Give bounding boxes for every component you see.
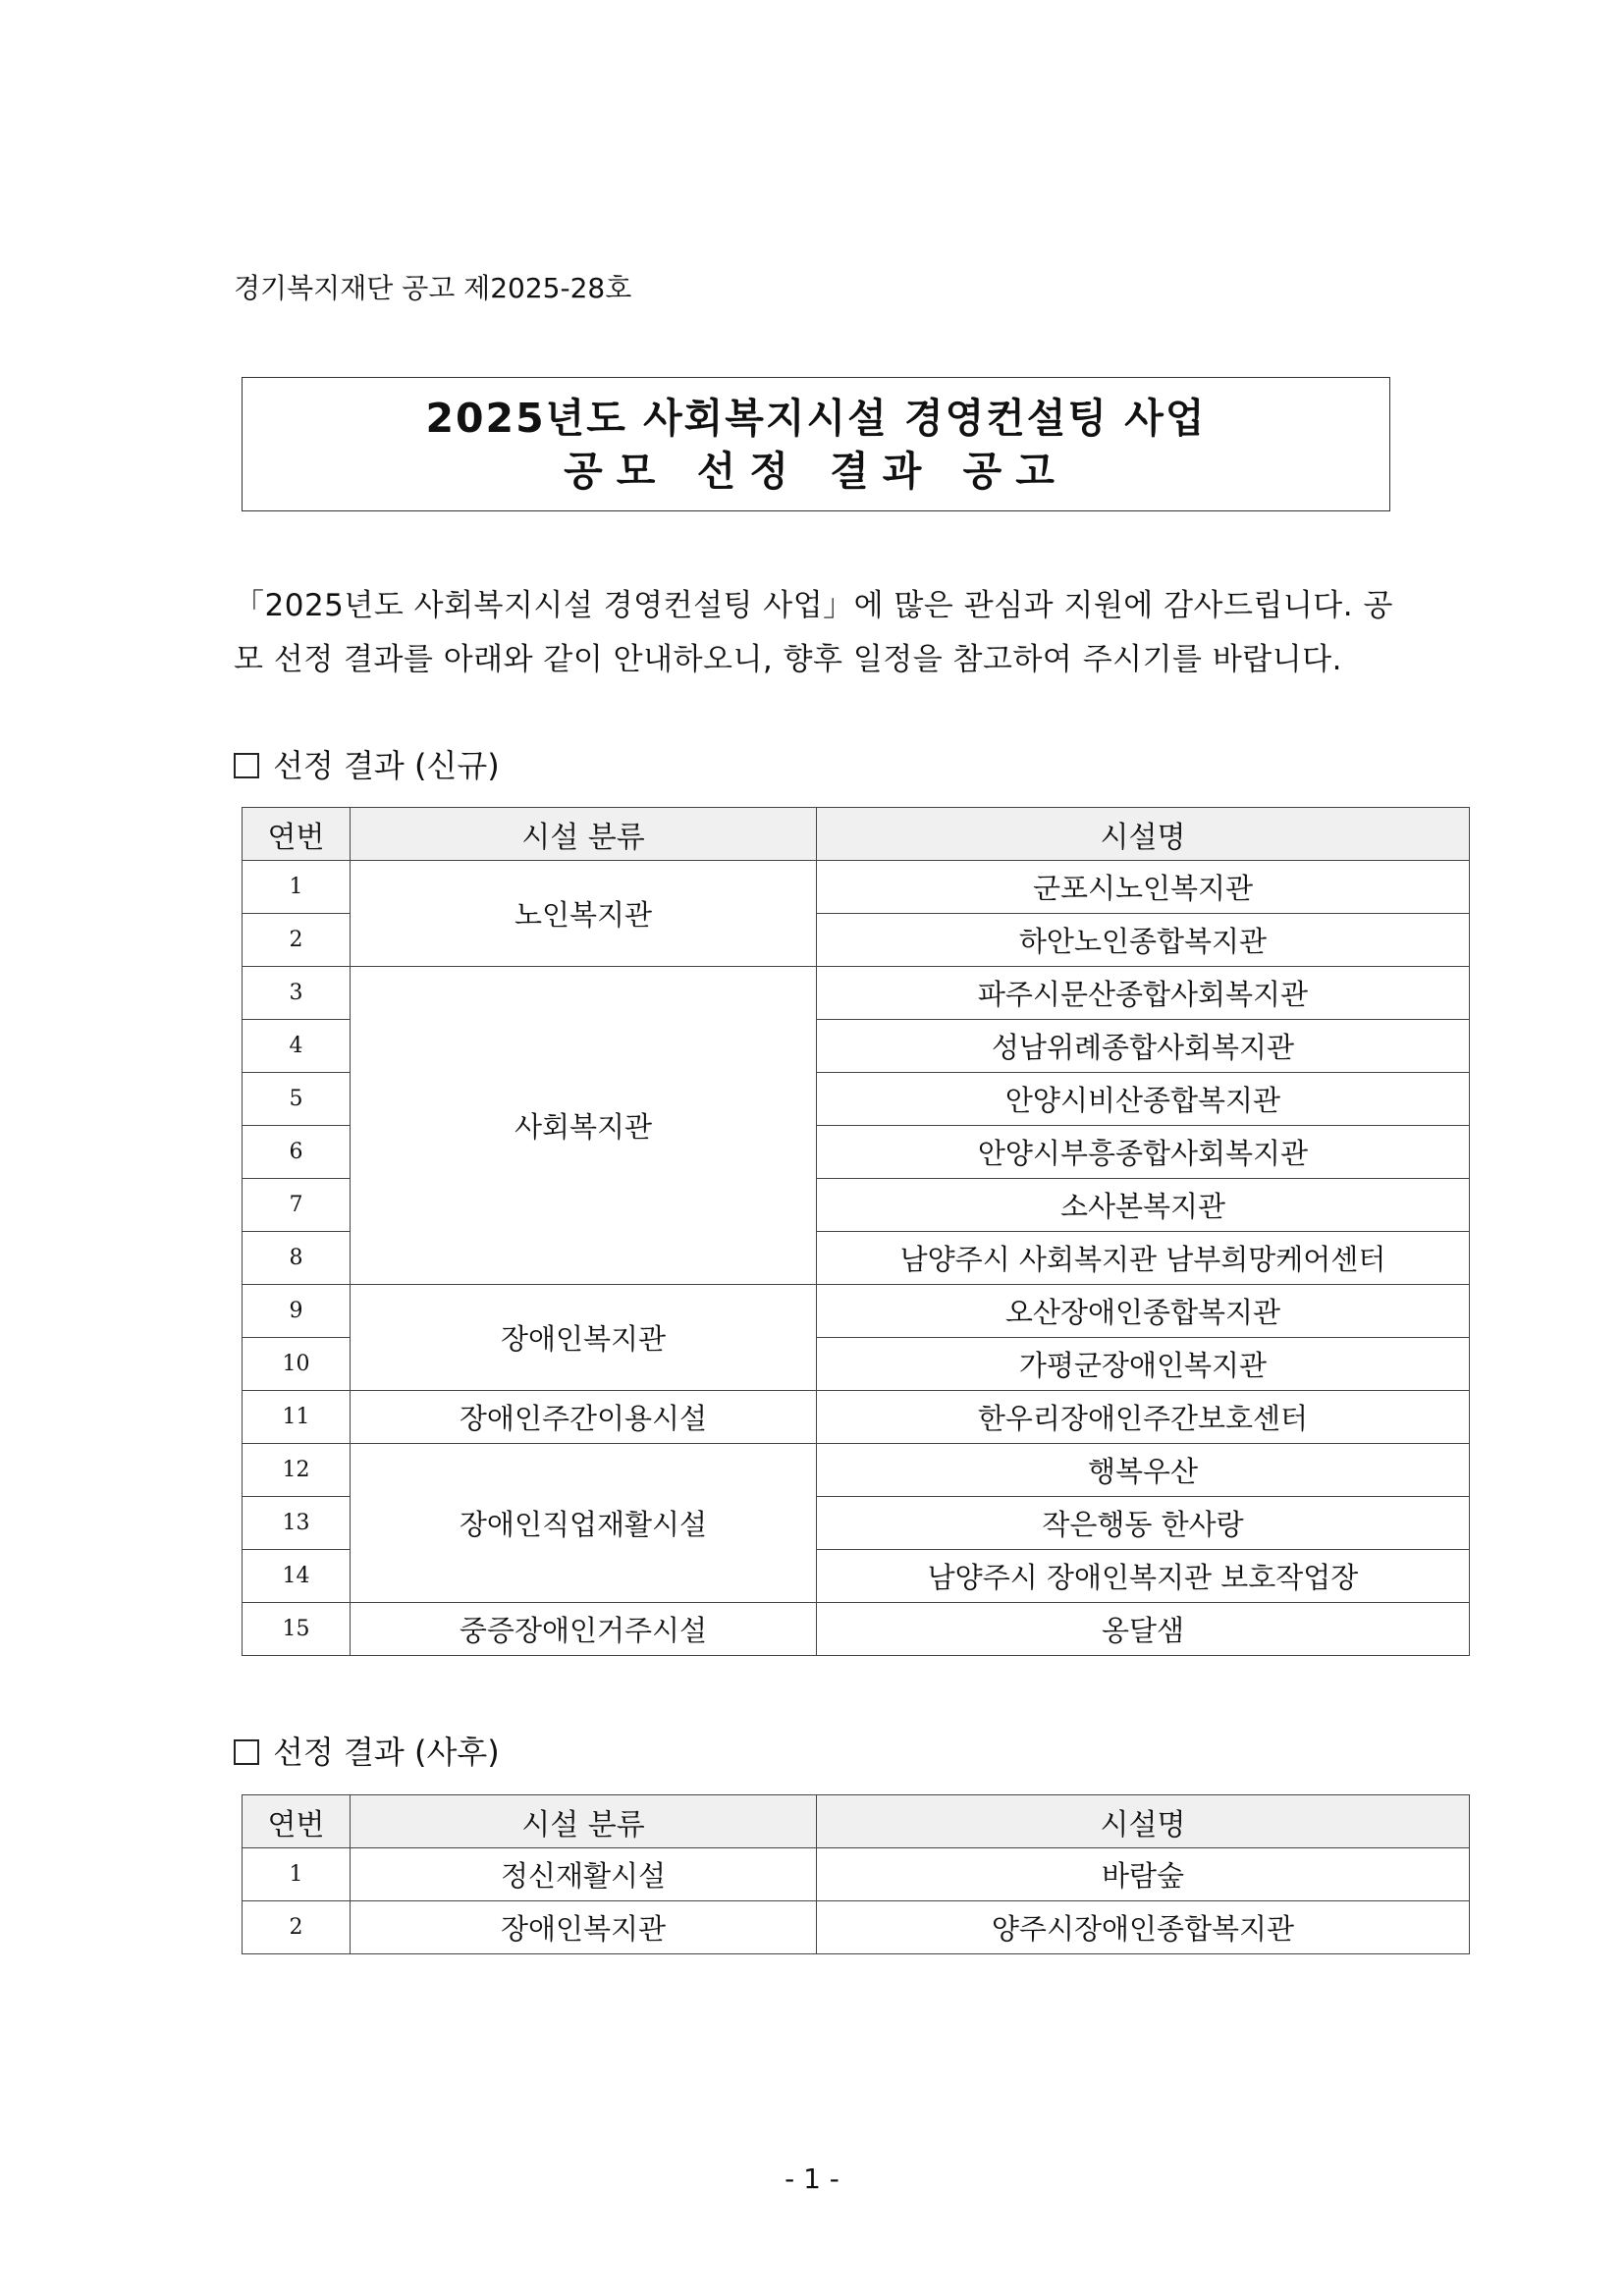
row-category: 사회복지관 bbox=[351, 967, 817, 1285]
row-number: 12 bbox=[243, 1444, 351, 1497]
row-number: 1 bbox=[243, 1848, 351, 1901]
row-category: 장애인직업재활시설 bbox=[351, 1444, 817, 1603]
table-row bbox=[243, 1444, 1470, 1497]
row-facility-name: 군포시노인복지관 bbox=[817, 861, 1470, 914]
row-number: 15 bbox=[243, 1603, 351, 1656]
page-number: - 1 - bbox=[785, 2163, 839, 2195]
row-facility-name: 바람숲 bbox=[817, 1848, 1470, 1901]
table-row bbox=[243, 1603, 1470, 1656]
row-facility-name: 양주시장애인종합복지관 bbox=[817, 1901, 1470, 1954]
row-number: 2 bbox=[243, 1901, 351, 1954]
row-facility-name: 남양주시 사회복지관 남부희망케어센터 bbox=[817, 1232, 1470, 1285]
section-heading-post bbox=[234, 1728, 500, 1773]
new-selection-table bbox=[242, 807, 1470, 1656]
row-facility-name: 옹달샘 bbox=[817, 1603, 1470, 1656]
table-row bbox=[243, 1901, 1470, 1954]
section-title-new: 선정 결과 (신규) bbox=[273, 747, 500, 784]
row-category: 중증장애인거주시설 bbox=[351, 1603, 817, 1656]
header-no: 연번 bbox=[243, 1795, 351, 1848]
row-number: 2 bbox=[243, 914, 351, 967]
header-category: 시설 분류 bbox=[351, 1795, 817, 1848]
header-no: 연번 bbox=[243, 808, 351, 861]
row-facility-name: 소사본복지관 bbox=[817, 1179, 1470, 1232]
checkbox-square-icon bbox=[234, 753, 259, 778]
table-row bbox=[243, 1285, 1470, 1338]
row-category: 장애인복지관 bbox=[351, 1901, 817, 1954]
row-category: 장애인주간이용시설 bbox=[351, 1391, 817, 1444]
header-name: 시설명 bbox=[817, 1795, 1470, 1848]
row-category: 정신재활시설 bbox=[351, 1848, 817, 1901]
title-line-2: 공모 선정 결과 공고 bbox=[564, 448, 1068, 495]
section-heading-new bbox=[234, 741, 500, 786]
row-number: 6 bbox=[243, 1126, 351, 1179]
row-facility-name: 행복우산 bbox=[817, 1444, 1470, 1497]
row-number: 3 bbox=[243, 967, 351, 1020]
row-number: 13 bbox=[243, 1497, 351, 1550]
row-number: 14 bbox=[243, 1550, 351, 1603]
row-category: 장애인복지관 bbox=[351, 1285, 817, 1391]
intro-line-1: 「2025년도 사회복지시설 경영컨설팅 사업」에 많은 관심과 지원에 감사드립니다. 공 bbox=[234, 588, 1393, 623]
table-row bbox=[243, 1848, 1470, 1901]
section-title-post: 선정 결과 (사후) bbox=[273, 1734, 500, 1771]
row-facility-name: 한우리장애인주간보호센터 bbox=[817, 1391, 1470, 1444]
intro-line-2: 모 선정 결과를 아래와 같이 안내하오니, 향후 일정을 참고하여 주시기를 바랍니다. bbox=[234, 642, 1342, 677]
row-facility-name: 파주시문산종합사회복지관 bbox=[817, 967, 1470, 1020]
header-name: 시설명 bbox=[817, 808, 1470, 861]
row-number: 7 bbox=[243, 1179, 351, 1232]
table-header-row bbox=[243, 1795, 1470, 1848]
row-facility-name: 하안노인종합복지관 bbox=[817, 914, 1470, 967]
title-box bbox=[242, 377, 1390, 511]
header-category: 시설 분류 bbox=[351, 808, 817, 861]
row-facility-name: 안양시비산종합복지관 bbox=[817, 1073, 1470, 1126]
row-facility-name: 작은행동 한사랑 bbox=[817, 1497, 1470, 1550]
table-row bbox=[243, 1391, 1470, 1444]
table-header-row bbox=[243, 808, 1470, 861]
checkbox-square-icon bbox=[234, 1739, 259, 1765]
row-number: 1 bbox=[243, 861, 351, 914]
row-number: 8 bbox=[243, 1232, 351, 1285]
row-number: 5 bbox=[243, 1073, 351, 1126]
table-row bbox=[243, 967, 1470, 1020]
row-category: 노인복지관 bbox=[351, 861, 817, 967]
notice-number: 경기복지재단 공고 제2025-28호 bbox=[234, 272, 632, 304]
row-facility-name: 가평군장애인복지관 bbox=[817, 1338, 1470, 1391]
row-number: 4 bbox=[243, 1020, 351, 1073]
row-facility-name: 성남위례종합사회복지관 bbox=[817, 1020, 1470, 1073]
intro-paragraph bbox=[234, 579, 1412, 687]
row-facility-name: 오산장애인종합복지관 bbox=[817, 1285, 1470, 1338]
row-number: 10 bbox=[243, 1338, 351, 1391]
row-facility-name: 남양주시 장애인복지관 보호작업장 bbox=[817, 1550, 1470, 1603]
table-row bbox=[243, 861, 1470, 914]
row-number: 11 bbox=[243, 1391, 351, 1444]
post-selection-table bbox=[242, 1794, 1470, 1954]
row-number: 9 bbox=[243, 1285, 351, 1338]
title-line-1: 2025년도 사회복지시설 경영컨설팅 사업 bbox=[425, 395, 1207, 442]
row-facility-name: 안양시부흥종합사회복지관 bbox=[817, 1126, 1470, 1179]
